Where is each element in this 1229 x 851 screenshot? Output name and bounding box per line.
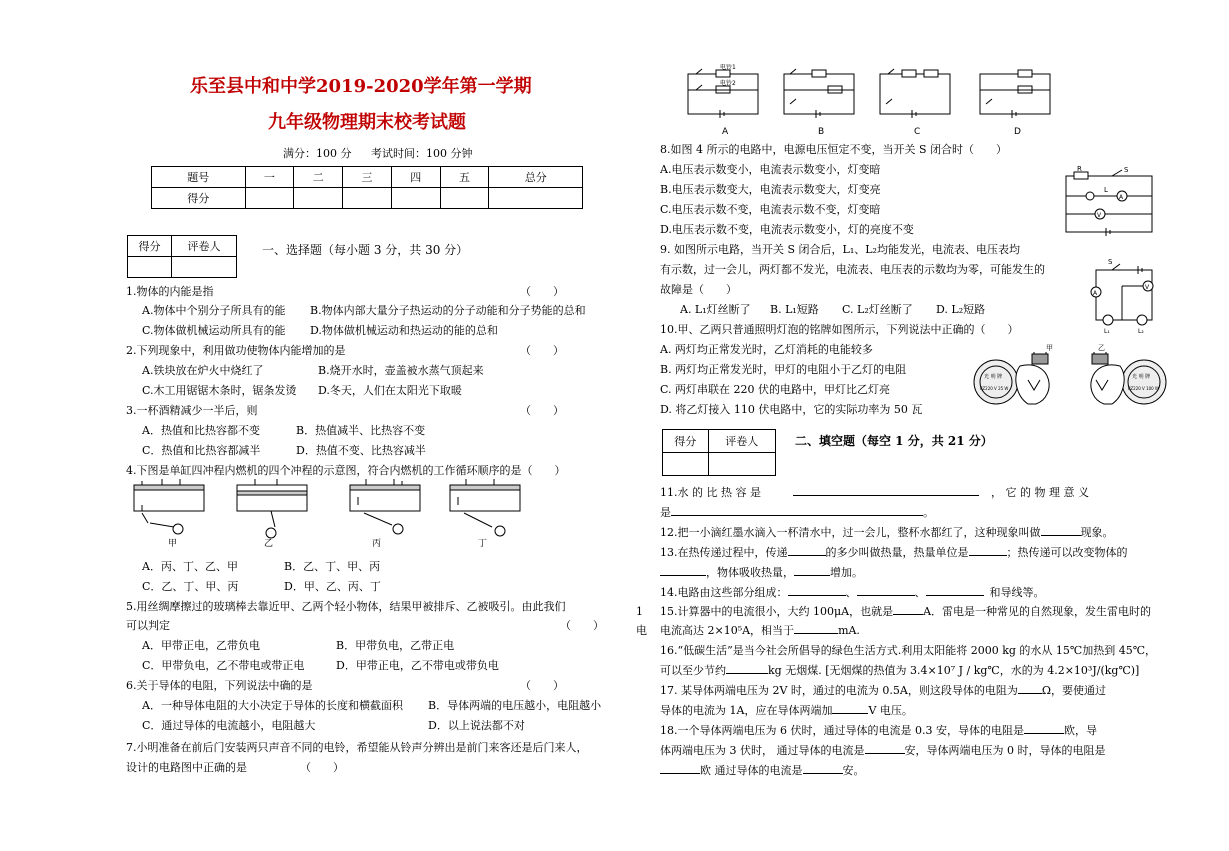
engine-label: 乙 [264,539,274,547]
answer-bracket: （ ） [520,285,564,298]
blank[interactable] [857,595,915,596]
circuit-diagram [688,69,758,118]
score-table-row-label: 得分 [152,188,246,209]
q13-text4: ，物体吸收热量， [706,566,794,579]
q1-option-a: A.物体中个别分子所具有的能 [142,304,286,317]
exam-title-line1: 乐至县中和中学2019-2020学年第一学期 [190,76,532,97]
q7-stem-cont: 设计的电路图中正确的是 [126,761,247,774]
q9-circuit-figure [1082,258,1172,334]
fig8-label: L [1104,186,1108,194]
q12-text: 12.把一小滴红墨水滴入一杯清水中，过一会儿，整杯水都红了，这种现象叫做 [660,526,1041,539]
circuit-diagram [784,69,854,118]
q3-stem: 3.一杯酒精减少一半后，则 [126,404,258,417]
answer-bracket: （ ） [560,619,604,632]
q16-line2 [660,664,1139,677]
score-table-header: 二 [294,167,343,188]
fig9-label: A [1093,290,1098,297]
q13-text5: 增加。 [830,566,863,579]
blank[interactable] [1018,693,1042,694]
q10-option-a: A. 两灯均正常发光时，乙灯消耗的电能较多 [660,343,873,356]
blank[interactable] [671,515,923,516]
blank[interactable] [893,614,923,615]
blank[interactable] [726,673,768,674]
engine-strokes-figure [128,477,548,547]
q5-stem-cont: 可以判定 [126,619,170,632]
section1-heading: 一、选择题（每小题 3 分，共 30 分） [262,243,469,257]
q5-stem: 5.用丝绸摩擦过的玻璃棒去靠近甲、乙两个轻小物体，结果甲被排斥、乙被吸引。由此我们 [126,600,566,613]
fig9-label: V [1145,284,1150,291]
q14-text: 14.电路由这些部分组成： [660,586,788,599]
blank[interactable] [660,575,706,576]
bulb-rating: PZ220 V 100 W [1128,386,1159,391]
q18-line3 [660,764,865,777]
fig8-label: S [1124,166,1129,174]
blank[interactable] [865,753,905,754]
grader-label: 评卷人 [708,430,775,453]
blank[interactable] [788,595,846,596]
answer-bracket: （ ） [520,404,564,417]
fig9-label: L₁ [1104,328,1110,334]
q9-stem-cont: 有示数，过一会儿，两灯都不发光，电流表、电压表的示数均为零，可能发生的 [660,263,1045,276]
q8-option-b: B.电压表示数变大，电流表示数变大，灯变亮 [660,183,881,196]
q6-option-d: D．以上说法都不对 [428,719,525,732]
engine-diagram [450,479,520,536]
q1-stem: 1.物体的内能是指 [126,285,214,298]
blank[interactable] [794,633,838,634]
fig9-label: L₂ [1138,328,1144,334]
answer-bracket: （ ） [520,679,564,692]
q15-text2: A．雷电是一种常见的自然现象，发生雷电时的 [923,605,1152,618]
q17-text3: 导体的电流为 1A，应在导体两端加 [660,704,833,717]
q10-option-d: D. 将乙灯接入 110 伏电路中，它的实际功率为 50 瓦 [660,403,923,416]
q16: 16.“低碳生活”是当今社会所倡导的绿色生活方式.利用太阳能将 2000 kg 的水从 15℃加热到 45℃， [660,644,1157,657]
bell-label: 电铃2 [720,80,736,87]
grader-label: 评卷人 [171,236,236,257]
q16-text2: kg 无烟煤. [无烟煤的热值为 3.4×10⁷ J / kg℃，水的为 4.2×10³J/(kg℃)] [768,664,1140,677]
circuit-label: C [914,127,921,137]
grader-score-label: 得分 [128,236,172,257]
blank[interactable] [803,773,843,774]
score-table-header: 五 [440,167,489,188]
q10-stem: 10.甲、乙两只普通照明灯泡的铭牌如图所示，下列说法中正确的（ ） [660,323,1019,336]
blank[interactable] [660,773,700,774]
q5-option-b: B．甲带负电，乙带正电 [336,639,455,652]
q13-text2: 的多少叫做热量，热量单位是 [825,546,969,559]
q15-line2 [660,624,860,637]
bulbs-figure [970,340,1170,420]
bulb-label: 乙 [1098,344,1105,352]
engine-label: 丁 [478,539,488,547]
grader-score-cell[interactable] [128,257,172,278]
q4-option-a: A．丙、丁、乙、甲 [142,560,238,573]
doorbell-circuits-figure [682,64,1062,138]
score-table [151,166,583,209]
q11-text: 11.水 的 比 热 容 是 [660,486,761,499]
q16-text: 可以至少节约 [660,664,726,677]
q4-option-d: D．甲、乙、丙、丁 [284,580,381,593]
q17 [660,684,1106,697]
score-cell[interactable] [343,188,392,209]
q13 [660,546,1128,559]
engine-label: 丙 [372,539,382,547]
q17-end: V 电压。 [868,704,913,717]
q18 [660,724,1097,737]
answer-bracket: （ ） [300,761,344,774]
q15-text3: 电流高达 2×10⁵A，相当于 [660,624,795,637]
q17-text: 17. 某导体两端电压为 2V 时，通过的电流为 0.5A，则这段导体的电阻为 [660,684,1018,697]
q11-end: 。 [923,506,934,519]
engine-label: 甲 [168,539,178,547]
q8-circuit-figure [1060,166,1160,238]
margin-char: 电 [636,624,647,637]
q5-option-d: D．甲带正电，乙不带电或带负电 [336,659,499,672]
q3-option-d: D．热值不变、比热容减半 [296,444,426,457]
q2-option-a: A.铁块放在炉火中烧红了 [142,364,264,377]
q6-option-a: A．一种导体电阻的大小决定于导体的长度和横截面积 [142,699,403,712]
exam-title-line2: 九年级物理期末校考试题 [268,112,466,133]
q14: 14.电路由这些部分组成： 、 、 和导线等。 [660,586,1045,599]
blank[interactable] [832,713,868,714]
q18-text2: 欧，导 [1063,724,1097,737]
q15-end: mA. [838,624,860,637]
full-score: 满分：100 分 [283,147,352,160]
blank[interactable] [1024,733,1064,734]
q2-stem: 2.下列现象中，利用做功使物体内能增加的是 [126,344,346,357]
q12 [660,526,1114,539]
q8-option-a: A.电压表示数变小，电流表示数变小，灯变暗 [660,163,881,176]
q12-end: 现象。 [1080,526,1114,539]
circuit-label: A [722,127,729,137]
q9-option-b: B. L₁短路 [770,303,819,316]
q18-end: 安。 [842,764,865,777]
fig9-label: S [1108,258,1113,266]
score-table-header: 一 [245,167,294,188]
blank[interactable] [794,575,830,576]
q13-text: 13.在热传递过程中，传递 [660,546,788,559]
engine-diagram [350,479,420,534]
circuit-diagram [880,69,950,118]
score-cell[interactable] [489,188,583,209]
q15 [660,605,1151,618]
score-table-header: 三 [343,167,392,188]
grader-cell[interactable] [171,257,236,278]
q1-option-b: B.物体内部大量分子热运动的分子动能和分子势能的总和 [310,304,586,317]
grader-box-1 [127,235,237,278]
q4-option-c: C．乙、丁、甲、丙 [142,580,239,593]
grader-score-label: 得分 [663,430,709,453]
q11-line2 [660,506,934,519]
circuit-label: B [818,127,825,137]
grader-cell[interactable] [708,453,775,476]
bell-label: 电铃1 [720,64,736,71]
q6-option-c: C．通过导体的电流越小，电阻越大 [142,719,316,732]
bulb-brand: 光 明 牌 [984,374,1003,380]
q13-text3: ；热传递可以改变物体的 [1006,546,1128,559]
q11-stem [660,486,1089,499]
q17-text2: Ω，要使通过 [1041,684,1106,697]
blank[interactable] [969,555,1007,556]
q18-line2 [660,744,1106,757]
blank[interactable] [793,495,979,496]
q15-text: 15.计算器中的电流很小，大约 100μA，也就是 [660,605,894,618]
grader-score-cell[interactable] [663,453,709,476]
q18-text5: 欧 通过导体的电流是 [700,764,803,777]
q2-option-d: D.冬天，人们在太阳光下取暖 [318,384,462,397]
q5-option-a: A．甲带正电，乙带负电 [142,639,260,652]
q9-option-d: D. L₂短路 [936,303,986,316]
q11-shi: 是 [660,506,671,519]
margin-char: 1 [636,605,643,618]
score-cell[interactable] [245,188,294,209]
engine-diagram [237,479,307,538]
score-table-header: 四 [391,167,440,188]
fig8-label: A [1119,194,1124,201]
q9-option-c: C. L₂灯丝断了 [842,303,913,316]
q2-option-c: C.木工用锯锯木条时，锯条发烫 [142,384,297,397]
q10-option-b: B. 两灯均正常发光时，甲灯的电阻小于乙灯的电阻 [660,363,907,376]
fig8-label: V [1097,212,1102,219]
q4-stem: 4.下图是单缸四冲程内燃机的四个冲程的示意图，符合内燃机的工作循环顺序的是（ ） [126,464,566,477]
exam-time: 考试时间：100 分钟 [371,147,473,160]
q2-option-b: B.烧开水时，壶盖被水蒸气顶起来 [318,364,484,377]
q1-option-d: D.物体做机械运动和热运动的能的总和 [310,324,498,337]
section2-heading: 二、填空题（每空 1 分，共 21 分） [795,434,993,448]
grader-box-2 [662,429,776,476]
bulb-rating: PZ220 V 25 W [980,386,1009,391]
bulb-label: 甲 [1046,344,1053,352]
q8-option-c: C.电压表示数不变，电流表示数不变，灯变暗 [660,203,881,216]
fig8-label: R [1077,166,1082,173]
q18-text3: 体两端电压为 3 伏时， 通过导体的电流是 [660,744,865,757]
circuit-label: D [1014,127,1021,137]
score-table-header: 题号 [152,167,246,188]
q13-line2 [660,566,863,579]
q18-text4: 安，导体两端电压为 0 时，导体的电阻是 [904,744,1106,757]
answer-bracket: （ ） [520,344,564,357]
q3-option-c: C．热值和比热容都减半 [142,444,261,457]
score-cell[interactable] [294,188,343,209]
q3-option-b: B．热值减半、比热容不变 [296,424,426,437]
q10-option-c: C. 两灯串联在 220 伏的电路中，甲灯比乙灯亮 [660,383,891,396]
q9-option-a: A. L₁灯丝断了 [680,303,751,316]
engine-diagram [134,479,204,534]
score-table-header: 总分 [489,167,583,188]
q8-option-d: D.电压表示数不变，电流表示数变小，灯的亮度不变 [660,223,914,236]
q14-end: 和导线等。 [989,586,1045,599]
q6-option-b: B．导体两端的电压越小，电阻越小 [428,699,602,712]
q5-option-c: C．甲带负电，乙不带电或带正电 [142,659,305,672]
q3-option-a: A．热值和比热容都不变 [142,424,260,437]
blank[interactable] [788,555,826,556]
circuit-diagram [980,70,1050,118]
score-cell[interactable] [391,188,440,209]
q17-line2 [660,704,913,717]
score-cell[interactable] [440,188,489,209]
q7-stem: 7.小明准备在前后门安装两只声音不同的电铃，希望能从铃声分辨出是前门来客还是后门来人， [126,741,588,754]
q11-text-cont: ， 它 的 物 理 意 义 [990,486,1089,499]
bulb-brand: 光 明 牌 [1132,374,1151,380]
q6-stem: 6.关于导体的电阻，下列说法中确的是 [126,679,313,692]
q9-stem-cont2: 故障是（ ） [660,283,737,296]
q8-stem: 8.如图 4 所示的电路中，电源电压恒定不变，当开关 S 闭合时（ ） [660,143,1008,156]
blank[interactable] [1041,535,1081,536]
q4-option-b: B．乙、丁、甲、丙 [284,560,381,573]
blank[interactable] [926,595,984,596]
q18-text: 18.一个导体两端电压为 6 伏时，通过导体的电流是 0.3 安，导体的电阻是 [660,724,1024,737]
q9-stem: 9. 如图所示电路，当开关 S 闭合后，L₁、L₂均能发光，电流表、电压表均 [660,243,1020,256]
q1-option-c: C.物体做机械运动所具有的能 [142,324,286,337]
